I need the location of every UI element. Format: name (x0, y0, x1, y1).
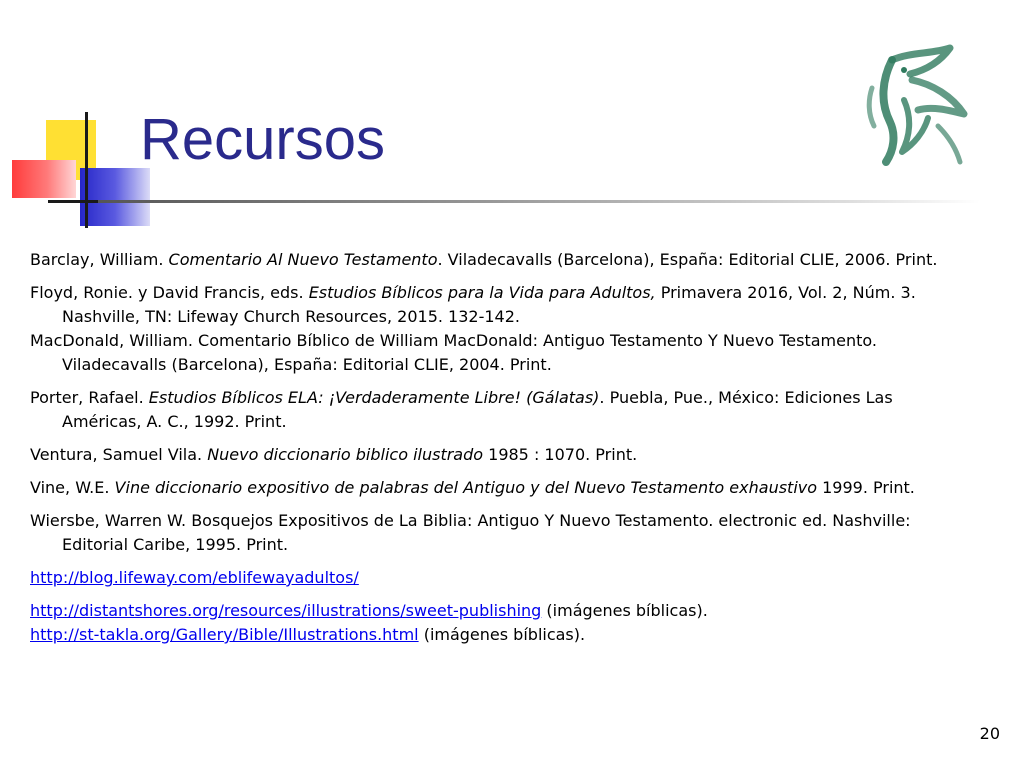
reference-details: 1985 : 1070. Print. (483, 445, 638, 464)
link-note: (imágenes bíblicas). (418, 625, 586, 644)
dove-icon (852, 40, 982, 170)
reference-title: Estudios Bíblicos para la Vida para Adultos, (308, 283, 656, 302)
st-takla-link[interactable]: http://st-takla.org/Gallery/Bible/Illustrations.html (30, 625, 419, 644)
reference-author: Porter, Rafael. (30, 388, 149, 407)
reference-link-item (30, 623, 970, 647)
reference-item (30, 476, 970, 500)
reference-title: Estudios Bíblicos ELA: ¡Verdaderamente Libre! (Gálatas) (148, 388, 600, 407)
page-number: 20 (979, 724, 1000, 743)
reference-author: Ventura, Samuel Vila. (30, 445, 208, 464)
reference-details: . Puebla, Pue., México: Ediciones Las Américas, A. C., 1992. Print. (62, 388, 893, 431)
references-list (30, 248, 970, 647)
reference-author: Barclay, William. (30, 250, 169, 269)
reference-item (30, 329, 970, 377)
reference-author: Floyd, Ronie. y David Francis, eds. (30, 283, 309, 302)
distantshores-link[interactable]: http://distantshores.org/resources/illustrations/sweet-publishing (30, 601, 542, 620)
reference-title: Vine diccionario expositivo de palabras del Antiguo y del Nuevo Testamento exhaustivo (114, 478, 818, 497)
reference-title: Nuevo diccionario biblico ilustrado (207, 445, 484, 464)
reference-author: Vine, W.E. (30, 478, 115, 497)
reference-link-item (30, 599, 970, 623)
lifeway-blog-link[interactable]: http://blog.lifeway.com/eblifewayadultos/ (30, 568, 359, 587)
reference-item (30, 443, 970, 467)
reference-link-item (30, 566, 970, 590)
reference-title: Comentario Al Nuevo Testamento (168, 250, 438, 269)
title-decoration-blue-square (80, 168, 150, 226)
reference-item (30, 509, 970, 557)
reference-item (30, 386, 970, 434)
title-underline-rule (98, 200, 980, 203)
reference-item (30, 281, 970, 329)
slide-title: Recursos (140, 107, 385, 172)
reference-details: Primavera 2016, Vol. 2, Núm. 3. Nashville, TN: Lifeway Church Resources, 2015. 132-142. (62, 283, 916, 326)
reference-details: 1999. Print. (817, 478, 915, 497)
title-decoration-vertical-line (85, 112, 88, 228)
reference-details: . Viladecavalls (Barcelona), España: Editorial CLIE, 2006. Print. (437, 250, 938, 269)
reference-text: MacDonald, William. Comentario Bíblico de William MacDonald: Antiguo Testamento Y Nuevo Testamento. Viladecavalls (Barcelona), España: Editorial CLIE, 2004. Print. (30, 331, 877, 374)
reference-text: Wiersbe, Warren W. Bosquejos Expositivos de La Biblia: Antiguo Y Nuevo Testamento. electronic ed. Nashville: Editorial Caribe, 1995. Print. (30, 511, 911, 554)
reference-item (30, 248, 970, 272)
link-note: (imágenes bíblicas). (541, 601, 708, 620)
title-decoration-red-bar (12, 160, 76, 198)
